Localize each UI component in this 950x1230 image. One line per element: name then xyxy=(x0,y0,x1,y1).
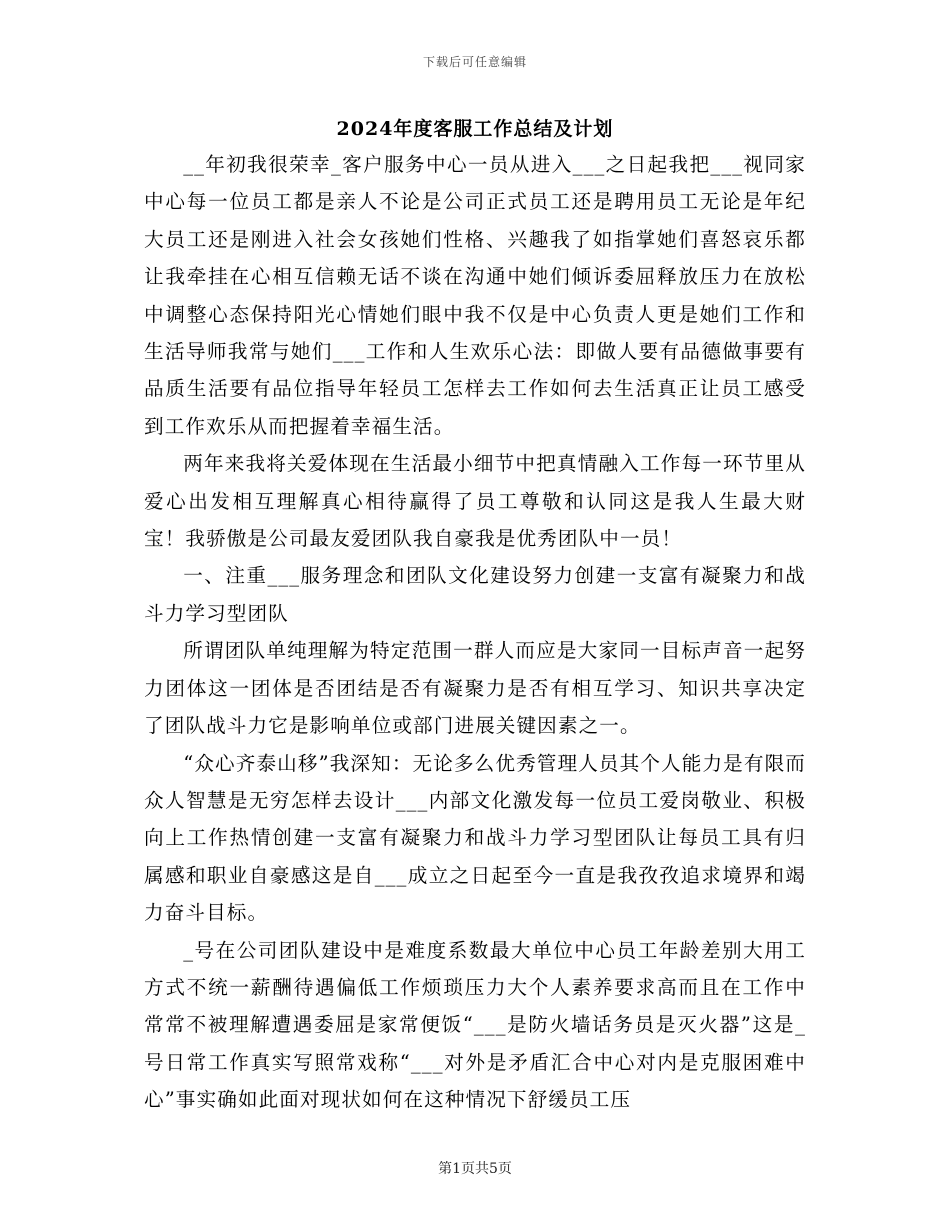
page-number: 第1页共5页 xyxy=(438,1161,512,1177)
document-body xyxy=(144,146,806,1119)
paragraph-team-definition: 所谓团队单纯理解为特定范围一群人而应是大家同一目标声音一起努力团体这一团体是否团结是否有凝聚力是否有相互学习、知识共享决定了团队战斗力它是影响单位或部门进展关键因素之一。 xyxy=(144,639,806,738)
document-title: 2024年度客服工作总结及计划 xyxy=(336,118,614,140)
paragraph-intro: __年初我很荣幸_客户服务中心一员从进入___之日起我把___视同家中心每一位员工都是亲人不论是公司正式员工还是聘用员工无论是年纪大员工还是刚进入社会女孩她们性格、兴趣我了如指掌她们喜怒哀乐都让我牵挂在心相互信赖无话不谈在沟通中她们倾诉委屈释放压力在放松中调整心态保持阳光心情她们眼中我不仅是中心负责人更是她们工作和生活导师我常与她们___工作和人生欢乐心法：即做人要有品德做事要有品质生活要有品位指导年轻员工怎样去工作如何去生活真正让员工感受到工作欢乐从而把握着幸福生活。 xyxy=(144,153,806,438)
paragraph-team-challenges: _号在公司团队建设中是难度系数最大单位中心员工年龄差别大用工方式不统一薪酬待遇偏低工作烦琐压力大个人素养要求高而且在工作中常常不被理解遭遇委屈是家常便饭“___是防火墙话务员是灭火器”这是_号日常工作真实写照常戏称“___对外是矛盾汇合中心对内是克服困难中心”事实确如此面对现状如何在这种情况下舒缓员工压 xyxy=(144,938,806,1112)
paragraph-care: 两年来我将关爱体现在生活最小细节中把真情融入工作每一环节里从爱心出发相互理解真心相待赢得了员工尊敬和认同这是我人生最大财宝！我骄傲是公司最友爱团队我自豪我是优秀团队中一员！ xyxy=(144,452,806,551)
paragraph-team-culture: “众心齐泰山移”我深知：无论多么优秀管理人员其个人能力是有限而众人智慧是无穷怎样去设计___内部文化激发每一位员工爱岗敬业、积极向上工作热情创建一支富有凝聚力和战斗力学习型团队让每员工具有归属感和职业自豪感这是自___成立之日起至今一直是我孜孜追求境界和竭力奋斗目标。 xyxy=(144,751,806,925)
page-header: 下载后可任意编辑 xyxy=(422,55,527,69)
section-heading-1: 一、注重___服务理念和团队文化建设努力创建一支富有凝聚力和战斗力学习型团队 xyxy=(144,564,806,625)
